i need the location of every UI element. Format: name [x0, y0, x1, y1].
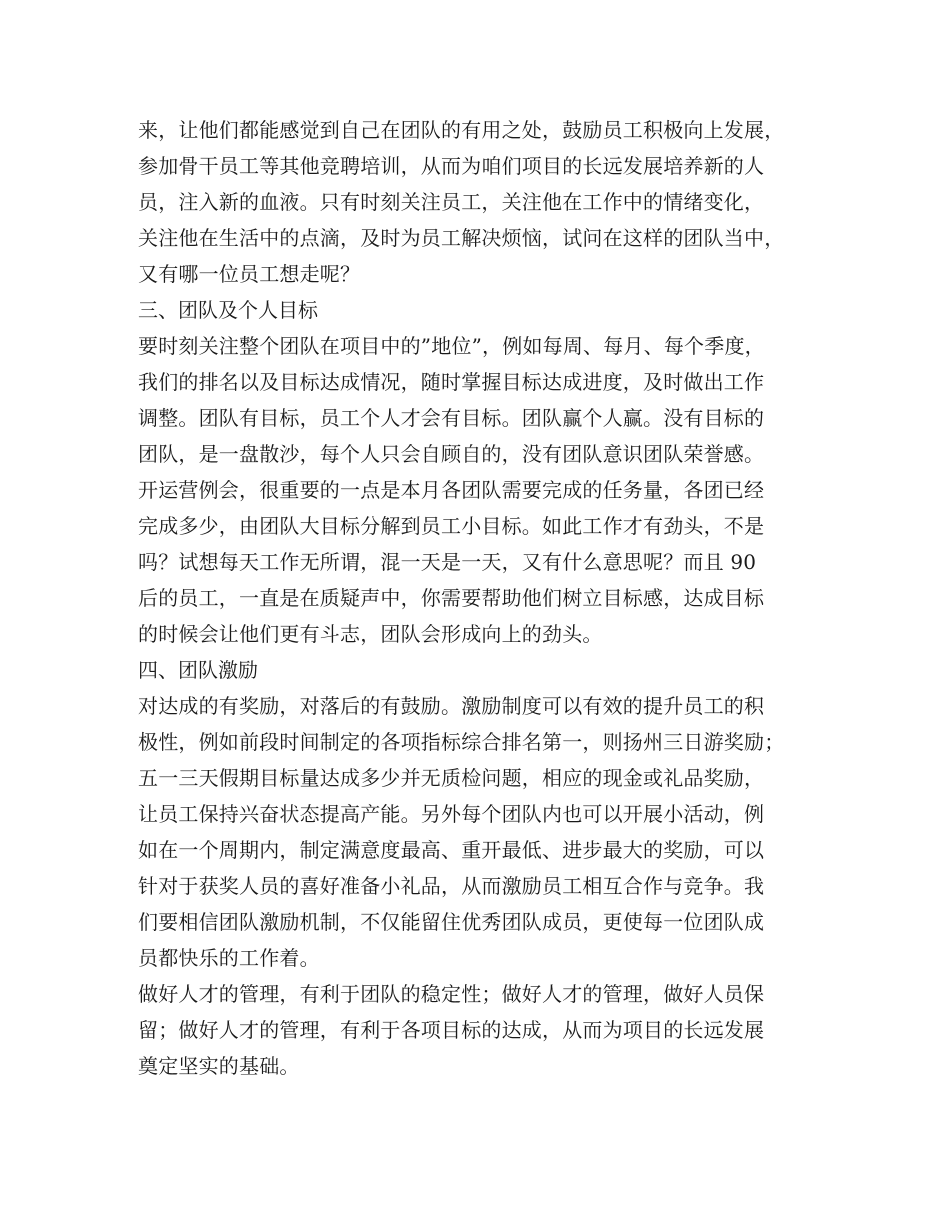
body-text-line: 们要相信团队激励机制，不仅能留住优秀团队成员，更使每一位团队成 — [138, 910, 765, 934]
body-text-line: 留；做好人才的管理，有利于各项目标的达成，从而为项目的长远发展 — [138, 1018, 765, 1042]
body-text-line: 的时候会让他们更有斗志，团队会形成向上的劲头。 — [138, 622, 603, 646]
section-heading-incentives: 四、团队激励 — [138, 658, 258, 682]
body-text-line: 参加骨干员工等其他竞聘培训，从而为咱们项目的长远发展培养新的人 — [138, 154, 765, 178]
body-text-line: 对达成的有奖励，对落后的有鼓励。激励制度可以有效的提升员工的积 — [138, 694, 765, 718]
body-text-line: 开运营例会，很重要的一点是本月各团队需要完成的任务量，各团已经 — [138, 478, 765, 502]
body-text-line: 针对于获奖人员的喜好准备小礼品，从而激励员工相互合作与竞争。我 — [138, 874, 765, 898]
body-text-line: 五一三天假期目标量达成多少并无质检问题，相应的现金或礼品奖励， — [138, 766, 765, 790]
body-text-line: 要时刻关注整个团队在项目中的”地位”，例如每周、每月、每个季度， — [138, 334, 765, 358]
body-text-line: 员，注入新的血液。只有时刻关注员工，关注他在工作中的情绪变化， — [138, 190, 765, 214]
body-text-line: 奠定坚实的基础。 — [138, 1054, 300, 1078]
body-text-line: 又有哪一位员工想走呢？ — [138, 262, 361, 286]
body-text-line: 关注他在生活中的点滴，及时为员工解决烦恼，试问在这样的团队当中， — [138, 226, 785, 250]
body-text-line: 做好人才的管理，有利于团队的稳定性；做好人才的管理，做好人员保 — [138, 982, 765, 1006]
body-text-line: 调整。团队有目标，员工个人才会有目标。团队赢个人赢。没有目标的 — [138, 406, 765, 430]
body-text-line: 团队，是一盘散沙，每个人只会自顾自的，没有团队意识团队荣誉感。 — [138, 442, 765, 466]
body-text-line: 后的员工，一直是在质疑声中，你需要帮助他们树立目标感，达成目标 — [138, 586, 765, 610]
section-heading-goals: 三、团队及个人目标 — [138, 298, 318, 322]
body-text-line: 来，让他们都能感觉到自己在团队的有用之处，鼓励员工积极向上发展， — [138, 118, 785, 142]
body-text-line: 如在一个周期内，制定满意度最高、重开最低、进步最大的奖励，可以 — [138, 838, 765, 862]
body-text-line: 极性，例如前段时间制定的各项指标综合排名第一，则扬州三日游奖励； — [138, 730, 785, 754]
body-text-line: 我们的排名以及目标达成情况，随时掌握目标达成进度，及时做出工作 — [138, 370, 765, 394]
body-text-line: 让员工保持兴奋状态提高产能。另外每个团队内也可以开展小活动，例 — [138, 802, 765, 826]
document-body — [138, 112, 838, 1084]
body-text-line: 员都快乐的工作着。 — [138, 946, 320, 970]
body-text-line: 吗？试想每天工作无所谓，混一天是一天，又有什么意思呢？而且 90 — [138, 550, 757, 574]
body-text-line: 完成多少，由团队大目标分解到员工小目标。如此工作才有劲头，不是 — [138, 514, 765, 538]
